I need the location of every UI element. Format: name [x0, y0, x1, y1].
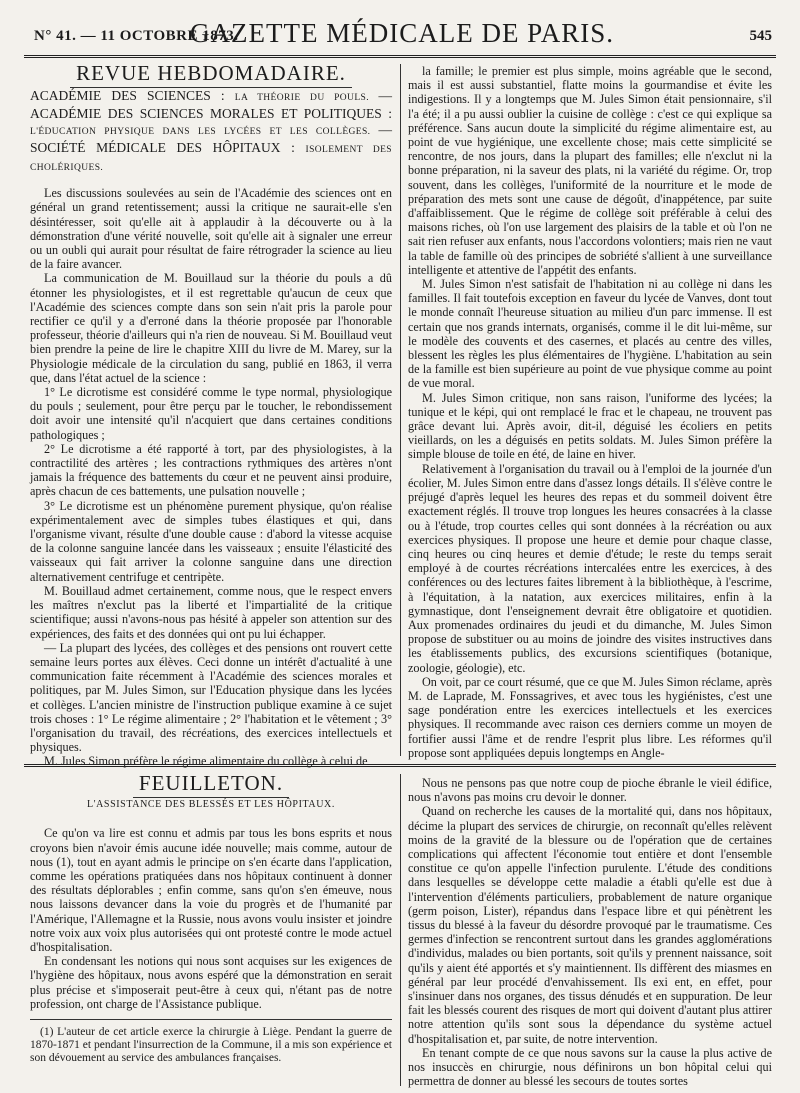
masthead — [22, 14, 782, 58]
paragraph: En tenant compte de ce que nous savons sur la cause la plus active de nos insuccès en chirurgie, nous définirons un bon hôpital celui qui permettra de donner au blessé les secours de toutes sortes — [408, 1045, 772, 1089]
headline-institution: ACADÉMIE DES SCIENCES : — [30, 88, 235, 104]
revue-heading: REVUE HEBDOMADAIRE. — [30, 66, 392, 80]
column-divider-bottom — [400, 774, 401, 1086]
feuilleton-right-body — [408, 776, 772, 1088]
footnote-rule — [30, 1019, 392, 1020]
issue-number: N° 41. — 11 OCTOBRE 1873. — [34, 28, 239, 44]
column-divider-top — [400, 64, 401, 756]
revue-right-column — [408, 64, 772, 760]
paragraph: Nous ne pensons pas que notre coup de pioche ébranle le vieil édifice, nous n'avons pas moins cru devoir le donner. — [408, 776, 772, 805]
paragraph: On voit, par ce court résumé, que ce que M. Jules Simon réclame, après M. de Laprade, M. Fonssagrives, et avec tous les hygiénistes, c'est une sage pondération entre les exercices intellectuels et les exercices physiques. Il recommande avec raison ces derniers comme un moyen de fortifier aussi l'âme et de rendre l'esprit plus libre. Les réformes qu'il propose sont appliquées depuis longtemps en Angle- — [408, 674, 772, 760]
footnote: (1) L'auteur de cet article exerce la chirurgie à Liège. Pendant la guerre de 1870-1871 et pendant l'insurrection de la Commune, il a mis son expérience et son dévouement au service des ambulances françaises. — [30, 1026, 392, 1065]
paragraph: 3° Le dicrotisme est un phénomène purement physique, qu'on réalise expérimentalement avec de simples tubes élastiques et qui, dans l'organisme vivant, résulte d'une double cause : d'abord la vitesse acquise de la colonne sanguine lancée dans les vaisseaux ; ensuite l'élasticité des vaisseaux qui fait arriver la colonne sanguine dans une direction alternativement centrifuge et centripète. — [30, 498, 392, 584]
headline-institution: — ACADÉMIE DES SCIENCES MORALES ET POLITIQUES : — [30, 88, 393, 122]
revue-right-body — [408, 64, 772, 760]
feuilleton-heading: FEUILLETON. — [30, 776, 392, 790]
paragraph: 2° Le dicrotisme a été rapporté à tort, par des physiologistes, à la contractilité des artères ; les contractions rythmiques des artères n'ont jamais la fréquence des battements du cœur et ne peuvent ainsi produire, après chacun de ces battements, une pulsation nouvelle ; — [30, 441, 392, 499]
revue-left-body — [30, 186, 392, 768]
headline-institution: — SOCIÉTÉ MÉDICALE DES HÔPITAUX : — [30, 122, 392, 156]
feuilleton-subheading: L'ASSISTANCE DES BLESSÉS ET LES HÔPITAUX. — [87, 799, 335, 811]
paragraph: — La plupart des lycées, des collèges et des pensions ont rouvert cette semaine leurs portes aux élèves. Ceci donne un intérêt d'actualité à une communication faite récemment à l'Académie des sciences morales et politiques, par M. Jules Simon, sur l'Education physique dans les lycées et collèges. L'ancien ministre de l'instruction publique examine à ce sujet trois choses : 1° Le régime alimentaire ; 2° l'habitation et le vêtement ; 3° l'organisation du travail, des récréations, des exercices intellectuels et physiques. — [30, 640, 392, 755]
paragraph: En condensant les notions qui nous sont acquises sur les exigences de l'hygiène des hôpitaux, nous avons espéré que la démonstration en serait plus précise et s'imposerait peut-être à ceux qui, n'étant pas de notre profession, ont charge de l'Assistance publique. — [30, 954, 392, 1011]
masthead-rule — [24, 55, 776, 58]
paragraph: Ce qu'on va lire est connu et admis par tous les bons esprits et nous croyons bien n'avoir émis aucune idée nouvelle; mais comme, autour de nous (1), tout en ayant admis le principe on s'en écarte dans l'application, comme les opérations pratiquées dans nos hôpitaux continuent à donner des résultats déplorables ; enfin comme, sans qu'on s'en émeuve, nous nous laissons devancer dans la voie du progrès et de l'humanité par l'Amérique, l'Allemagne et la Russie, nous avons voulu insister et joindre notre voix aux voix plus autorisées qui ont protesté contre le mode actuel d'hospitalisation. — [30, 826, 392, 955]
page-number: 545 — [749, 28, 772, 44]
revue-headline — [30, 88, 392, 176]
newspaper-title: GAZETTE MÉDICALE DE PARIS. — [190, 18, 614, 48]
headline-topic: LA THÉORIE DU POULS. — [234, 93, 379, 104]
feuilleton-left-body — [30, 826, 392, 1011]
feuilleton-separator — [24, 764, 776, 767]
paragraph: Quand on recherche les causes de la mortalité qui, dans nos hôpitaux, décime la plupart des services de chirurgie, on reconnaît qu'elles relèvent moins de la gravité de la blessure ou de l'opération que de certaines complications qui affectent l'économie tout entière et dont l'ensemble constitue ce qu'on appelle l'infection purulente. L'étude des conditions dans lesquelles se développe cette maladie a établi qu'elle est due à l'intervention d'éléments particuliers, probablement de nature organique (germ poison, Lister), répandus dans l'espace libre et qui pénètrent les tissus du blessé à la faveur du désordre provoqué par le traumatisme. Ces germes d'infection se rencontrent surtout dans les grandes agglomérations d'individus, malades ou bien portants, soit qu'ils y prennent naissance, soit qu'ils y aient été apportés et s'y maintiennent. Ils diffèrent des miasmes en général par leur procédé d'envahissement. Ils exi ent, en effet, pour s'insinuer dans nos organes, des tissus dénudés et en suppuration. De leur fait les blessés courent des risques de mort qui doivent d'autant plus attirer notre attention qu'ils sont sous la dépendance du système actuel d'hospitalisation et, par suite, de notre intervention. — [408, 804, 772, 1046]
feuilleton-right-column — [408, 776, 772, 1089]
paragraph: Les discussions soulevées au sein de l'Académie des sciences ont en général un grand retentissement; aussi la critique ne saurait-elle s'en désintéresser, soit qu'elle ait à applaudir à la découverte ou à la démonstration d'une vérité nouvelle, soit qu'elle ait à signaler une erreur ou un oubli qui aurait pour résultat de faire rétrograder la science au lieu de la faire avancer. — [30, 186, 392, 272]
feuilleton-left-column — [30, 771, 392, 1086]
paragraph: M. Bouillaud admet certainement, comme nous, que le respect envers les maîtres n'exclut pas la liberté et l'impartialité de la critique scientifique; aussi n'avons-nous pas hésité à appeler son attention sur des expériences, des faits et des données qui ont pu lui échapper. — [30, 583, 392, 641]
paragraph: 1° Le dicrotisme est considéré comme le type normal, physiologique du pouls ; seulement, pour être perçu par le toucher, le rebondissement doit avoir une intensité qu'il n'acquiert que dans certaines conditions pathologiques ; — [30, 385, 392, 442]
paragraph: Relativement à l'organisation du travail ou à l'emploi de la journée d'un écolier, M. Jules Simon entre dans d'assez longs détails. Il s'élève contre le préjugé d'après lequel les heures des repas et du sommeil doivent être exactement réglés. Il trouve trop longues les heures consacrées à la classe ou à l'étude, trop courtes celles qui sont données à la récréation ou aux exercices physiques. Il propose une heure et demie pour chaque classe, cinq heures ou cinq heures et demie d'étude; le reste du temps serait employé à de courtes récréations intercalées entre les exercices, à des conférences ou des lectures faites librement à la bibliothèque, à l'escrime, à l'équitation, à la natation, aux exercices militaires, enfin à la gymnastique, dont l'enseignement devrait être obligatoire et quotidien. Aux promenades ordinaires du jeudi et du dimanche, M. Jules Simon propose de substituer ou au moins de joindre des visites instructives dans les établissements publics, des excursions scientifiques (botanique, zoologie, géologie), etc. — [408, 461, 772, 675]
headline-topic: ISOLEMENT DES CHOLÉRIQUES. — [30, 145, 392, 174]
paragraph: M. Jules Simon n'est satisfait de l'habitation ni au collège ni dans les familles. Il fait toutefois exception en faveur du lycée de Vanves, dont tout le monde connaît l'heureuse situation au milieu d'un parc immense. Il est certain que nos grands internats, organisés, comme il le dit lui-même, sur le modèle des couvents et des casernes, et placés au centre des villes, blessent les règles les plus élémentaires de l'hygiène. L'habitation au sein de la famille est bien supérieure au point de vue physique comme au point de vue moral. — [408, 277, 772, 391]
paragraph: M. Jules Simon critique, non sans raison, l'uniforme des lycées; la tunique et le képi, qui ont remplacé le frac et le chapeau, ne trouvent pas grâce devant lui. Après avoir, dit-il, déguisé les écoliers en petits vieillards, on les a déguisés en petits soldats. M. Jules Simon préfère la simple blouse de toile en été, de laine en hiver. — [408, 390, 772, 462]
paragraph: La communication de M. Bouillaud sur la théorie du pouls a dû étonner les physiologistes, et il est regrettable qu'aucun de ceux que l'Académie des sciences compte dans son sein n'ait pris la parole pour rectifier ce qu'il y a d'erroné dans la théorie proposée par l'honorable professeur, théorie d'ailleurs qui n'a rien de nouveau. Si M. Bouillaud veut bien prendre la peine de lire le chapitre XIII du livre de M. Marey, sur la Physiologie médicale de la circulation du sang, publié en 1863, il verra que, dans l'état actuel de la science : — [30, 271, 392, 385]
paragraph: la famille; le premier est plus simple, moins agréable que le second, mais il est aussi substantiel, flatte moins la gourmandise et évite les indigestions. Il y a longtemps que M. Jules Simon était pensionnaire, s'il l'a été; il a pu aussi oublier la cuisine de collège : c'est ce qui explique sa préférence. Sans aucun doute la simplicité du régime alimentaire est, au point de vue hygiénique, une excellente chose; mais cette simplicité se rencontre, de nos jours, dans la plupart des familles; elle n'exclut ni la bonne préparation, ni la saveur des plats, ni la variété du régime. Or, trop souvent, dans les collèges, l'uniformité de la nourriture et le mode de préparation des mets sont une cause de dégoût, d'inappétence, par suite d'affaiblissement. Que le régime de collège soit préférable à celui des maisons riches, où l'on use largement des plaisirs de la table et où l'on ne sait rien refuser aux enfants, nous l'accordons volontiers; mais rien ne vaut la table de famille où des principes de sobriété s'allient à une surveillance intelligente et attentive de l'appétit des enfants. — [408, 64, 772, 277]
paragraph: M. Jules Simon préfère le régime alimentaire du collège à celui de — [44, 754, 368, 769]
revue-left-column — [30, 61, 393, 769]
headline-topic: L'ÉDUCATION PHYSIQUE DANS LES LYCÉES ET LES COLLÈGES. — [30, 127, 379, 138]
